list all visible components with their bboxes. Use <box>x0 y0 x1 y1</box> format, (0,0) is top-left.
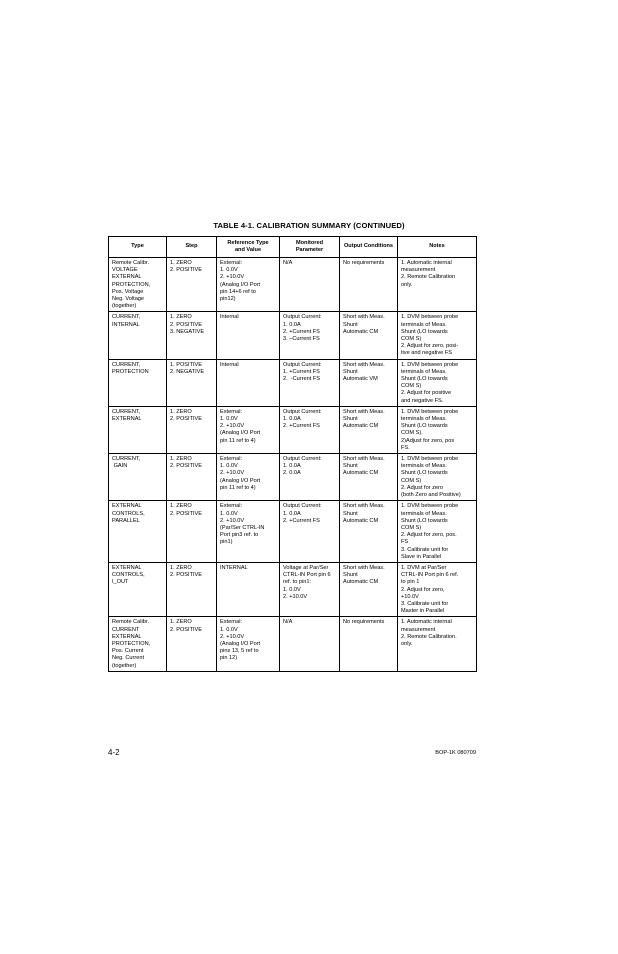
cell-type: Remote Calibr. VOLTAGE EXTERNAL PROTECTION, Pos. Voltage Neg. Voltage (together) <box>109 258 167 312</box>
cell-type: CURRENT, GAIN <box>109 454 167 501</box>
cell-step: 1. ZERO 2. POSITIVE <box>167 406 217 453</box>
cell-step: 1. ZERO 2. POSITIVE 3. NEGATIVE <box>167 312 217 359</box>
cell-monitored: Output Current: 1. 0.0A 2. +Current FS 3. –Current FS <box>280 312 340 359</box>
cell-output-conditions: Short with Meas. Shunt Automatic CM <box>340 501 398 563</box>
cell-notes: 1. Automatic internal measurement 2. Remote Calibration. only. <box>398 617 477 671</box>
cell-notes: 1. DVM at Par/Ser CTRL-IN Port pin 6 ref. to pin 1 2. Adjust for zero, +10.0V 3. Calibrate unit for Master in Parallel <box>398 562 477 616</box>
cell-reference: External: 1. 0.0V 2. +10.0V (Analog I/O Port pin 11 ref to 4) <box>217 406 280 453</box>
cell-step: 1. ZERO 2. POSITIVE <box>167 617 217 671</box>
cell-reference: Internal <box>217 312 280 359</box>
header-output-conditions: Output Conditions <box>340 237 398 258</box>
cell-reference: External: 1. 0.0V 2. +10.0V (Analog I/O Port pin 14+6 ref to pin12) <box>217 258 280 312</box>
table-row <box>109 454 477 501</box>
cell-notes: 1. DVM between probe terminals of Meas. Shunt (LO towards COM S) 2. Adjust for zero, pos. FS 3. Calibrate unit for Slave in Parallel <box>398 501 477 563</box>
cell-notes: 1. DVM between probe terminals of Meas. Shunt (LO towards COM S) 2. Adjust for zero, posi- tive and negative FS <box>398 312 477 359</box>
cell-output-conditions: Short with Meas. Shunt Automatic VM <box>340 359 398 406</box>
cell-step: 1. POSITIVE 2. NEGATIVE <box>167 359 217 406</box>
cell-type: EXTERNAL CONTROLS, PARALLEL <box>109 501 167 563</box>
header-type: Type <box>109 237 167 258</box>
cell-output-conditions: No requirements <box>340 617 398 671</box>
table-row <box>109 562 477 616</box>
table-header-row <box>109 237 477 258</box>
cell-type: Remote Calibr. CURRENT EXTERNAL PROTECTION, Pos. Current Neg. Current (together) <box>109 617 167 671</box>
cell-monitored: Output Current: 1. +Current FS 2. -Current FS <box>280 359 340 406</box>
cell-type: CURRENT, INTERNAL <box>109 312 167 359</box>
header-monitored-parameter: Monitored Parameter <box>280 237 340 258</box>
cell-step: 1. ZERO 2. POSITIVE <box>167 562 217 616</box>
cell-monitored: N/A <box>280 258 340 312</box>
table-title: TABLE 4-1. CALIBRATION SUMMARY (CONTINUED) <box>213 221 405 230</box>
cell-type: CURRENT, EXTERNAL <box>109 406 167 453</box>
header-reference: Reference Type and Value <box>217 237 280 258</box>
document-id: BOP-1K 080709 <box>435 750 476 756</box>
header-notes: Notes <box>398 237 477 258</box>
cell-output-conditions: No requirements <box>340 258 398 312</box>
cell-output-conditions: Short with Meas. Shunt Automatic CM <box>340 562 398 616</box>
table-row <box>109 312 477 359</box>
cell-monitored: Output Current: 1. 0.0A 2. 0.0A <box>280 454 340 501</box>
header-step: Step <box>167 237 217 258</box>
calibration-summary-table <box>108 236 477 672</box>
cell-output-conditions: Short with Meas. Shunt Automatic CM <box>340 454 398 501</box>
cell-notes: 1. DVM between probe terminals of Meas. Shunt (LO towards COM S) 2. Adjust for zero (both Zero and Positive) <box>398 454 477 501</box>
cell-monitored: Output Current: 1. 0.0A 2. +Current FS <box>280 501 340 563</box>
page-number: 4-2 <box>108 748 120 757</box>
cell-step: 1. ZERO 2. POSITIVE <box>167 454 217 501</box>
cell-output-conditions: Short with Meas. Shunt Automatic CM <box>340 406 398 453</box>
table-row <box>109 501 477 563</box>
cell-reference: INTERNAL <box>217 562 280 616</box>
cell-type: EXTERNAL CONTROLS, I_OUT <box>109 562 167 616</box>
cell-reference: External: 1. 0.0V 2. +10.0V (Analog I/O Port pin 11 ref to 4) <box>217 454 280 501</box>
table-row <box>109 359 477 406</box>
cell-reference: External: 1. 0.0V 2. +10.0V (Par/Ser CTRL-IN Port pin3 ref. to pin1) <box>217 501 280 563</box>
table-row <box>109 406 477 453</box>
cell-notes: 1. DVM between probe terminals of Meas. Shunt (LO towards COM S) 2. Adjust for positive and negative FS. <box>398 359 477 406</box>
cell-monitored: N/A <box>280 617 340 671</box>
table-row <box>109 258 477 312</box>
cell-notes: 1. Automatic internal measurement 2. Remote Calibration only. <box>398 258 477 312</box>
cell-reference: External: 1. 0.0V 2. +10.0V (Analog I/O Port pins 13, 5 ref to pin 12) <box>217 617 280 671</box>
cell-monitored: Voltage at Par/Ser CTRL-IN Port pin 6 ref. to pin1: 1. 0.0V 2. +10.0V <box>280 562 340 616</box>
cell-type: CURRENT, PROTECTION <box>109 359 167 406</box>
table-row <box>109 617 477 671</box>
cell-reference: Internal <box>217 359 280 406</box>
cell-notes: 1. DVM between probe terminals of Meas. Shunt (LO towards COM S). 2)Adjust for zero, pos FS. <box>398 406 477 453</box>
cell-step: 1. ZERO 2. POSITIVE <box>167 258 217 312</box>
cell-output-conditions: Short with Meas. Shunt Automatic CM <box>340 312 398 359</box>
cell-step: 1. ZERO 2. POSITIVE <box>167 501 217 563</box>
cell-monitored: Output Current: 1. 0.0A 2. +Current FS <box>280 406 340 453</box>
